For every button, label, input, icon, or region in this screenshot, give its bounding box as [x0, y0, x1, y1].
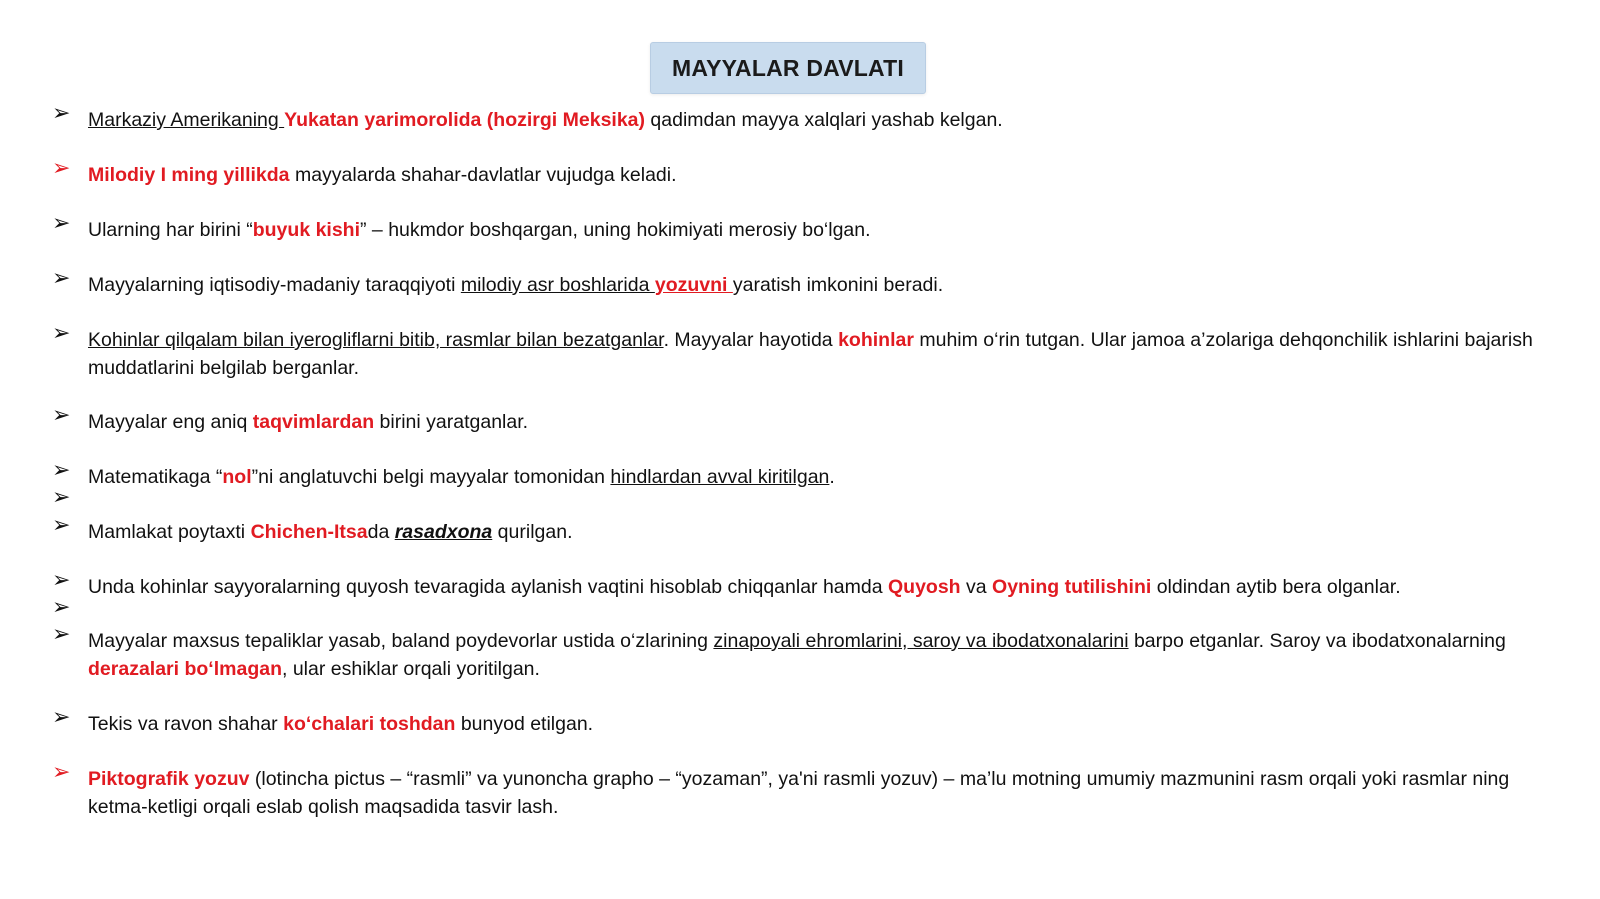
arrow-bullet-icon: ➢ [52, 568, 71, 593]
highlight-segment: buyuk kishi [252, 219, 361, 241]
text-segment: barpo etganlar. Saroy va ibodatxonalarning [1128, 630, 1506, 652]
text-segment: Kohinlar qilqalam bilan iyerogliflarni bitib, rasmlar bilan bezatganlar [88, 329, 664, 351]
list-item [52, 403, 1552, 436]
list-item [52, 513, 1552, 546]
text-segment: yaratish imkonini beradi. [732, 274, 944, 296]
text-segment: ” – hukmdor boshqargan, uning hokimiyati merosiy bo‘lgan. [360, 219, 871, 241]
text-segment: hindlardan avval kiritilgan [610, 466, 830, 488]
text-segment: Ularning har birini “ [88, 219, 253, 241]
text-segment: birini yaratganlar. [374, 411, 529, 433]
text-segment: zinapoyali ehromlarini, saroy va ibodatxonalarini [713, 630, 1129, 652]
highlight-segment: kohinlar [838, 329, 914, 351]
text-segment: milodiy asr boshlarida [460, 274, 655, 296]
list-item [52, 705, 1552, 738]
page-title: MAYYALAR DAVLATI [672, 54, 904, 81]
text-segment: qurilgan. [492, 521, 573, 543]
text-segment: Matematikaga “ [88, 466, 223, 488]
text-segment: mayyalarda shahar-davlatlar vujudga keladi. [289, 164, 677, 186]
highlight-segment: Quyosh [888, 576, 961, 598]
arrow-bullet-icon: ➢ [52, 485, 71, 510]
item-text [88, 161, 1552, 189]
text-segment: muhim o‘rin tutgan. Ular jamoa a’zolariga dehqonchilik ishlarini bajarish muddatlarini belgilab berganlar. [88, 329, 1533, 379]
highlight-segment: Piktografik yozuv [88, 768, 250, 790]
list-item [52, 156, 1552, 189]
highlight-segment: Yukatan yarimorolida (hozirgi Meksika) [284, 109, 646, 131]
text-segment: da [367, 521, 395, 543]
item-text [88, 518, 1552, 546]
item-text [88, 765, 1552, 821]
list-item [52, 622, 1552, 683]
highlight-segment: ko‘chalari toshdan [283, 713, 456, 735]
item-text [88, 627, 1552, 683]
arrow-bullet-icon: ➢ [52, 595, 71, 620]
highlight-segment: Milodiy I ming yillikda [88, 164, 290, 186]
text-segment: Mayyalar eng aniq [88, 411, 253, 433]
item-text [88, 106, 1552, 134]
arrow-bullet-icon: ➢ [52, 266, 71, 291]
text-segment: Mayyalarning iqtisodiy-madaniy taraqqiyoti [88, 274, 461, 296]
arrow-bullet-icon: ➢ [52, 156, 71, 181]
text-segment: rasadxona [394, 521, 493, 543]
highlight-segment: nol [222, 466, 252, 488]
text-segment: Mayyalar maxsus tepaliklar yasab, baland poydevorlar ustida o‘zlarining [88, 630, 714, 652]
text-segment: oldindan aytib bera olganlar. [1151, 576, 1401, 598]
highlight-segment: derazalari bo‘lmagan [88, 658, 282, 680]
text-segment: (lotincha pictus – “rasmli” va yunoncha grapho – “yozaman”, ya'ni rasmli yozuv) – ma’lu motning umumiy mazmunini rasm orqali yoki rasmlar ning ketma-ketligi orqali eslab qolish maqsadida tasvir lash. [88, 768, 1510, 818]
item-text [88, 573, 1552, 601]
text-segment: Unda kohinlar sayyoralarning quyosh tevaragida aylanish vaqtini hisoblab chiqqanlar hamda [88, 576, 888, 598]
arrow-bullet-icon: ➢ [52, 211, 71, 236]
list-item [52, 266, 1552, 299]
item-text [88, 408, 1552, 436]
arrow-bullet-icon: ➢ [52, 458, 71, 483]
text-segment: bunyod etilgan. [455, 713, 594, 735]
arrow-bullet-icon: ➢ [52, 622, 71, 647]
text-segment: ”ni anglatuvchi belgi mayyalar tomonidan [251, 466, 611, 488]
text-segment: , ular eshiklar orqali yoritilgan. [281, 658, 540, 680]
arrow-bullet-icon: ➢ [52, 101, 71, 126]
arrow-bullet-icon: ➢ [52, 760, 71, 785]
text-segment: . Mayyalar hayotida [663, 329, 839, 351]
text-segment: Mamlakat poytaxti [88, 521, 251, 543]
arrow-bullet-icon: ➢ [52, 321, 71, 346]
text-segment: qadimdan mayya xalqlari yashab kelgan. [645, 109, 1003, 131]
text-segment: va [960, 576, 993, 598]
item-text [88, 216, 1552, 244]
arrow-bullet-icon: ➢ [52, 513, 71, 538]
list-item [52, 211, 1552, 244]
highlight-segment: Chichen-Itsa [250, 521, 368, 543]
arrow-bullet-icon: ➢ [52, 705, 71, 730]
list-item [52, 321, 1552, 382]
list-item [52, 458, 1552, 491]
item-text [88, 710, 1552, 738]
highlight-segment: yozuvni [654, 274, 733, 296]
item-text [88, 463, 1552, 491]
text-segment: . [829, 466, 835, 488]
highlight-segment: taqvimlardan [252, 411, 375, 433]
arrow-bullet-icon: ➢ [52, 403, 71, 428]
text-segment: Markaziy Amerikaning [88, 109, 285, 131]
highlight-segment: Oyning tutilishini [992, 576, 1152, 598]
item-text [88, 271, 1552, 299]
list-item [52, 760, 1552, 821]
title-box [650, 42, 926, 94]
text-segment: Tekis va ravon shahar [88, 713, 284, 735]
item-text [88, 326, 1552, 382]
list-item [52, 568, 1552, 601]
list-item [52, 101, 1552, 134]
